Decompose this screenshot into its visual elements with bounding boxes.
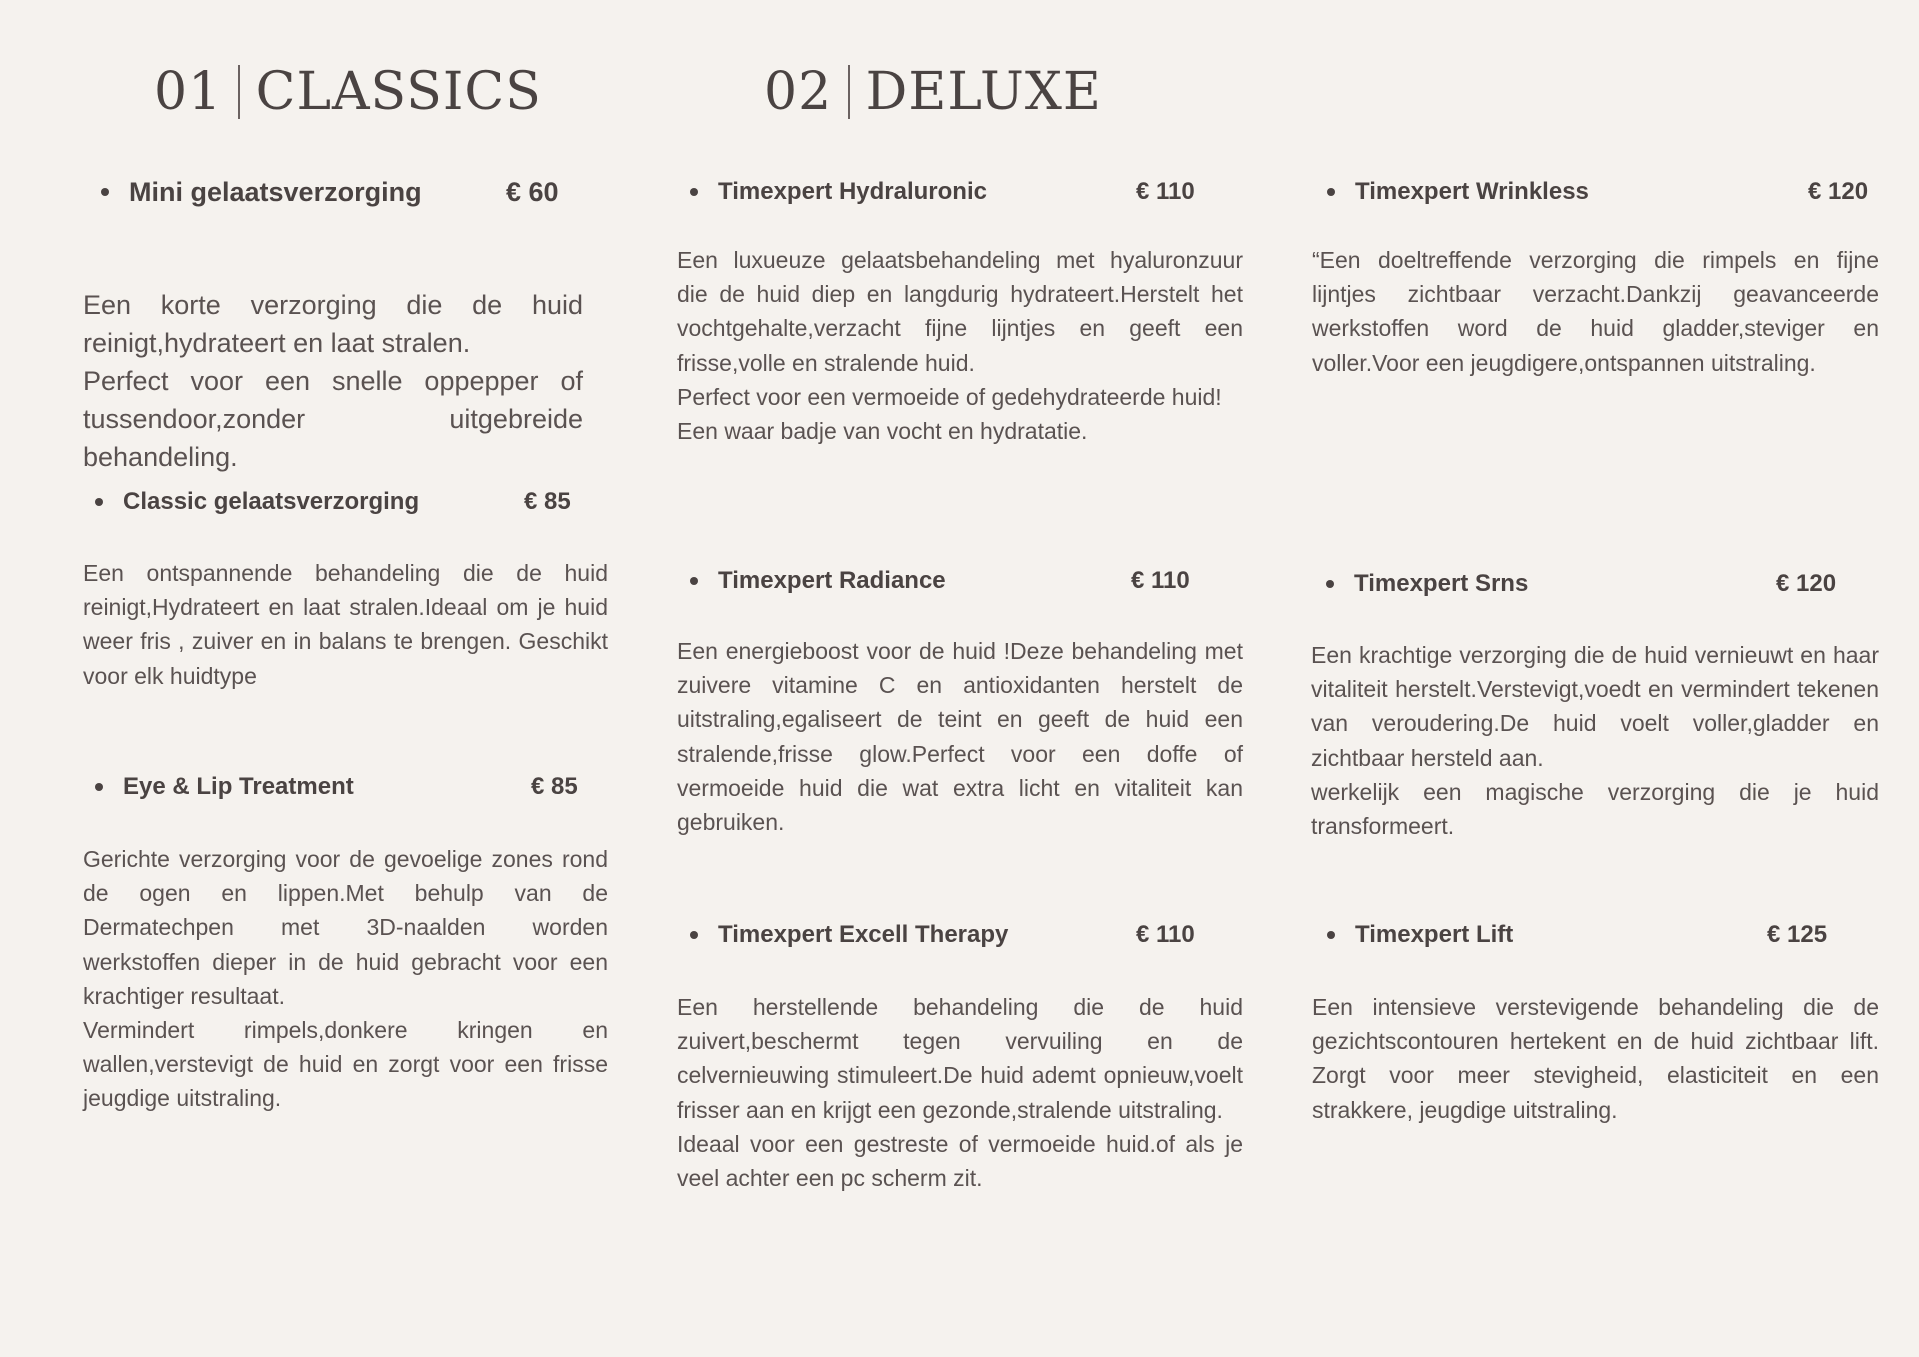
treatment-description: Een intensieve verstevigende behandeling die de gezichtscontouren hertekent en de huid zichtbaar lift. Zorgt voor meer stevigheid, elasticiteit en een strakkere, jeugdige uitstraling.	[1312, 994, 1879, 1123]
treatment-name: Timexpert Wrinkless	[1355, 178, 1589, 205]
bullet-icon	[1327, 188, 1335, 196]
treatment-description: Gerichte verzorging voor de gevoelige zones rond de ogen en lippen.Met behulp van de Dermatechpen met 3D-naalden worden werkstoffen dieper in de huid gebracht voor een krachtiger resultaat. Vermindert rimpels,donkere kringen en wallen,verstevigt de huid en zorgt voor een frisse jeugdige uitstraling.	[83, 846, 608, 1112]
treatment-price: € 110	[1136, 178, 1195, 205]
treatment-name: Timexpert Excell Therapy	[718, 921, 1009, 948]
treatment-price: € 85	[531, 773, 578, 800]
treatment-name: Mini gelaatsverzorging	[129, 176, 422, 207]
treatment-price: € 110	[1136, 921, 1195, 948]
heading-divider	[848, 65, 850, 119]
bullet-icon	[690, 188, 698, 196]
bullet-icon	[690, 577, 698, 585]
treatment-description: Een herstellende behandeling die de huid zuivert,beschermt tegen vervuiling en de celvernieuwing stimuleert.De huid ademt opnieuw,voelt frisser aan en krijgt een gezonde,stralende uitstraling. Ideaal voor een gestreste of vermoeide huid.of als je veel achter een pc scherm zit.	[677, 994, 1243, 1192]
treatment-price: € 125	[1767, 921, 1828, 948]
treatment-name: Classic gelaatsverzorging	[123, 488, 420, 515]
treatment-name: Timexpert Lift	[1355, 921, 1514, 948]
treatment-classic-gelaatsverzorging	[83, 486, 608, 693]
treatment-name: Timexpert Hydraluronic	[718, 178, 987, 205]
classics-title: CLASSICS	[255, 62, 542, 122]
bullet-icon	[95, 783, 103, 791]
treatment-description: Een luxueuze gelaatsbehandeling met hyaluronzuur die de huid diep en langdurig hydrateert.Herstelt het vochtgehalte,verzacht fijne lijntjes en geeft een frisse,volle en stralende huid. Perfect voor een vermoeide of gedehydrateerde huid! Een waar badje van vocht en hydratatie.	[677, 247, 1243, 445]
bullet-icon	[101, 188, 109, 196]
deluxe-title: DELUXE	[865, 62, 1102, 122]
treatment-radiance	[677, 565, 1243, 839]
bullet-icon	[690, 931, 698, 939]
bullet-icon	[1327, 931, 1335, 939]
deluxe-number: 02	[764, 62, 833, 122]
treatment-price: € 110	[1131, 567, 1190, 594]
treatment-eye-lip	[83, 771, 608, 1116]
treatment-description: Een ontspannende behandeling die de huid reinigt,Hydrateert en laat stralen.Ideaal om je huid weer fris , zuiver en in balans te brengen. Geschikt voor elk huidtype	[83, 560, 608, 689]
treatment-price: € 85	[524, 488, 571, 515]
treatment-price: € 120	[1808, 178, 1869, 205]
heading-divider	[238, 65, 240, 119]
bullet-icon	[95, 498, 103, 506]
classics-number: 01	[154, 62, 223, 122]
treatment-name: Timexpert Radiance	[718, 567, 946, 594]
treatment-name: Eye & Lip Treatment	[123, 773, 354, 800]
treatment-name: Timexpert Srns	[1354, 570, 1529, 597]
bullet-icon	[1326, 580, 1334, 588]
treatment-price: € 60	[506, 176, 559, 207]
treatment-srns	[1311, 568, 1879, 843]
deluxe-heading	[764, 62, 1102, 122]
treatment-excell-therapy	[677, 919, 1243, 1195]
treatment-price: € 120	[1776, 570, 1837, 597]
treatment-description: “Een doeltreffende verzorging die rimpels en fijne lijntjes zichtbaar verzacht.Dankzij geavanceerde werkstoffen word de huid gladder,steviger en voller.Voor een jeugdigere,ontspannen uitstraling.	[1312, 247, 1879, 376]
treatment-description: Een korte verzorging die de huid reinigt,hydrateert en laat stralen. Perfect voor een snelle oppepper of tussendoor,zonder uitgebreide behandeling.	[83, 290, 583, 472]
treatment-mini-gelaatsverzorging	[83, 174, 583, 476]
treatment-wrinkless	[1312, 176, 1879, 380]
classics-heading	[154, 62, 542, 122]
treatment-description: Een krachtige verzorging die de huid vernieuwt en haar vitaliteit herstelt.Verstevigt,voedt en vermindert tekenen van veroudering.De huid voelt voller,gladder en zichtbaar hersteld aan. werkelijk een magische verzorging die je huid transformeert.	[1311, 642, 1879, 840]
treatment-description: Een energieboost voor de huid !Deze behandeling met zuivere vitamine C en antioxidanten herstelt de uitstraling,egaliseert de teint en geeft de huid een stralende,frisse glow.Perfect voor een doffe of vermoeide huid die wat extra licht en vitaliteit kan gebruiken.	[677, 638, 1243, 836]
treatment-hydraluronic	[677, 176, 1243, 448]
treatment-lift	[1312, 919, 1879, 1127]
